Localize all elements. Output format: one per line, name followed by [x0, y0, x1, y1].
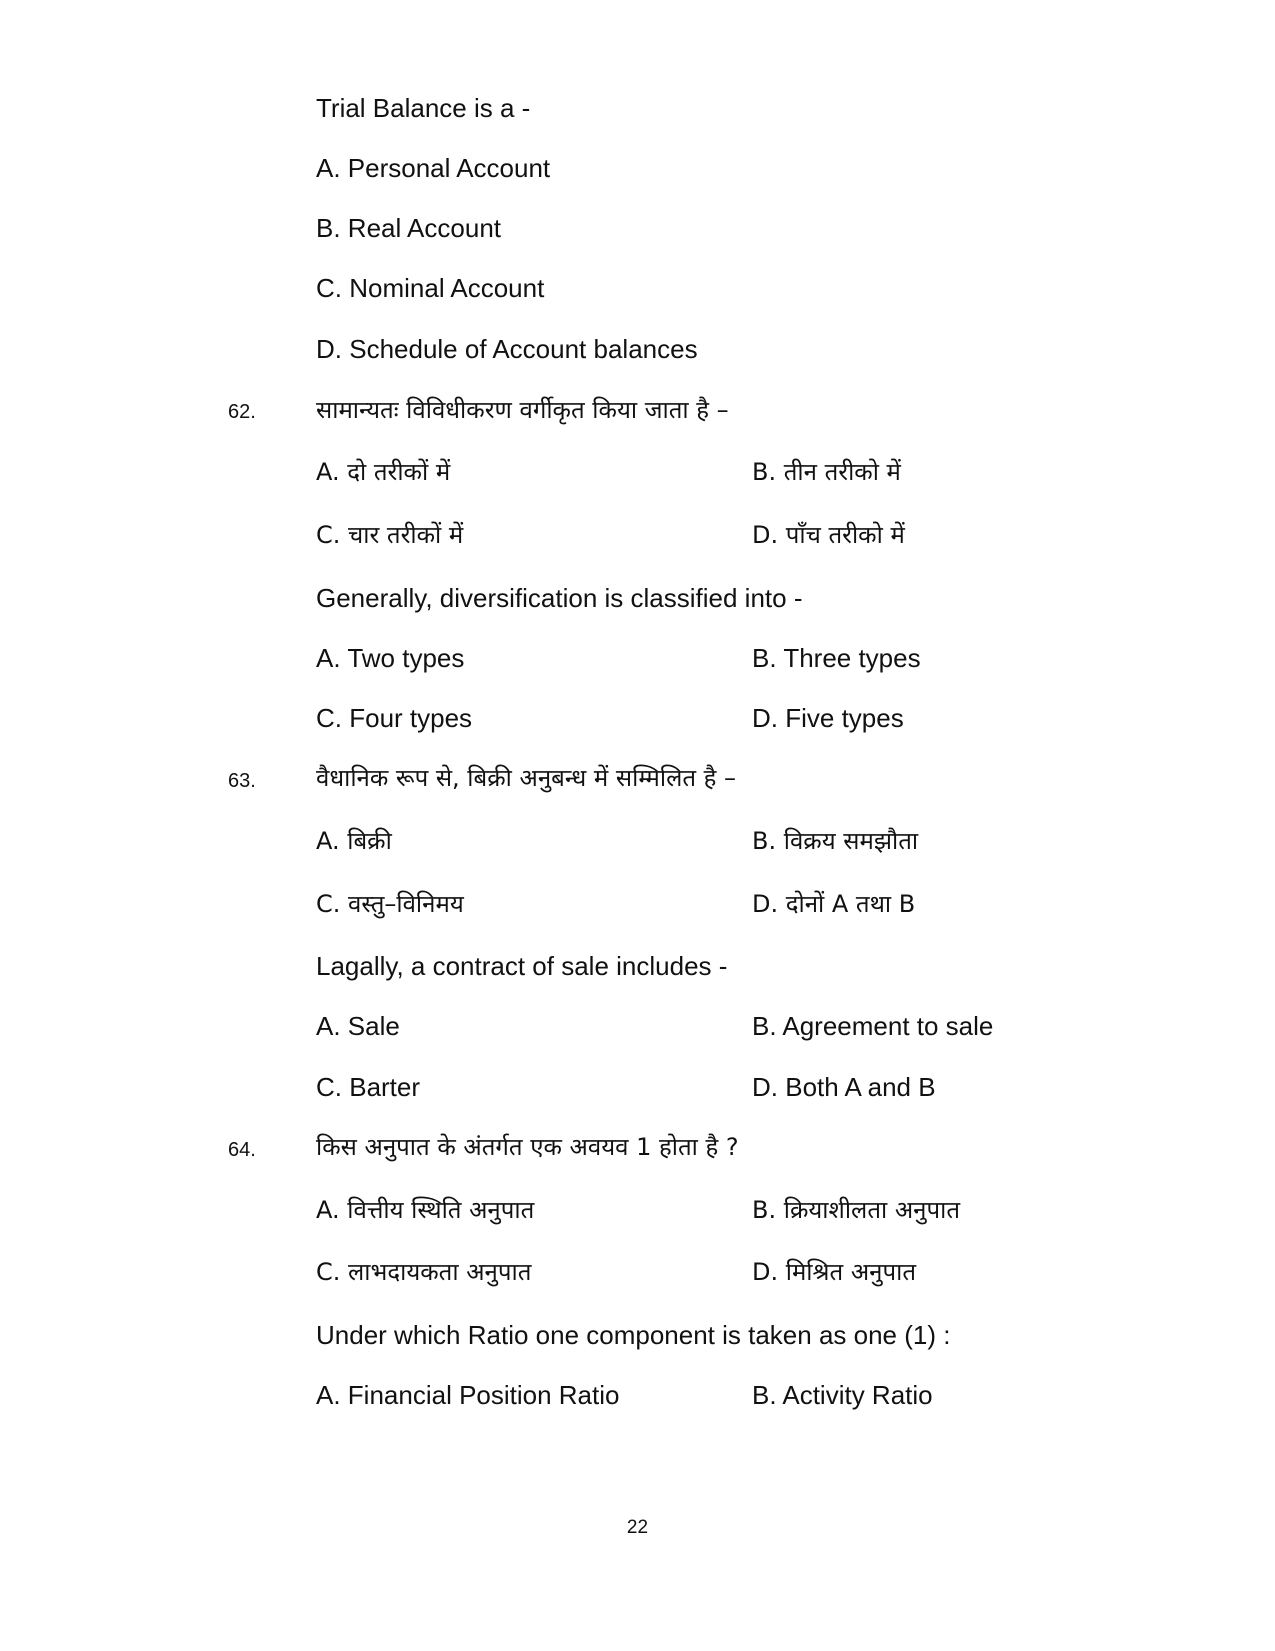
page-number: 22	[626, 1517, 649, 1538]
q64-option-a-en: A. Financial Position Ratio	[316, 1380, 620, 1410]
q62-number: 62.	[228, 401, 256, 423]
q61-option-d: D. Schedule of Account balances	[316, 334, 698, 364]
q63-option-d-hi: D. दोनों A तथा B	[752, 890, 916, 918]
q62-option-a-hi: A. दो तरीकों में	[316, 458, 451, 486]
q61-option-c: C. Nominal Account	[316, 273, 545, 303]
q63-option-a-en: A. Sale	[316, 1011, 400, 1041]
q62-option-b-en: B. Three types	[752, 643, 921, 673]
q63-option-d-en: D. Both A and B	[752, 1072, 936, 1102]
q64-option-b-hi: B. क्रियाशीलता अनुपात	[752, 1196, 961, 1224]
q64-option-b-en: B. Activity Ratio	[752, 1380, 933, 1410]
q63-option-a-hi: A. बिक्री	[316, 827, 392, 855]
q62-option-c-en: C. Four types	[316, 703, 473, 733]
q63-option-b-en: B. Agreement to sale	[752, 1011, 994, 1041]
q63-question-hi: वैधानिक रूप से, बिक्री अनुबन्ध में सम्मिलित है –	[316, 764, 737, 792]
q63-question-en: Lagally, a contract of sale includes -	[316, 951, 728, 981]
q62-option-d-hi: D. पाँच तरीको में	[752, 521, 905, 549]
q64-number: 64.	[228, 1139, 256, 1161]
q63-option-b-hi: B. विक्रय समझौता	[752, 827, 919, 855]
q61-option-a: A. Personal Account	[316, 153, 551, 183]
q62-option-a-en: A. Two types	[316, 643, 465, 673]
q64-question-hi: किस अनुपात के अंतर्गत एक अवयव 1 होता है ?	[316, 1133, 739, 1161]
q63-number: 63.	[228, 770, 256, 792]
q61-question-en: Trial Balance is a -	[316, 93, 531, 123]
q62-option-c-hi: C. चार तरीकों में	[316, 521, 464, 549]
q62-question-en: Generally, diversification is classified into -	[316, 583, 803, 613]
q63-option-c-en: C. Barter	[316, 1072, 421, 1102]
q62-option-b-hi: B. तीन तरीको में	[752, 458, 901, 486]
q63-option-c-hi: C. वस्तु–विनिमय	[316, 890, 464, 918]
q64-option-d-hi: D. मिश्रित अनुपात	[752, 1258, 917, 1286]
q64-option-a-hi: A. वित्तीय स्थिति अनुपात	[316, 1196, 535, 1224]
q62-question-hi: सामान्यतः विविधीकरण वर्गीकृत किया जाता है –	[316, 396, 729, 424]
q62-option-d-en: D. Five types	[752, 703, 904, 733]
q64-question-en: Under which Ratio one component is taken as one (1) :	[316, 1320, 951, 1350]
q61-option-b: B. Real Account	[316, 213, 501, 243]
q64-option-c-hi: C. लाभदायकता अनुपात	[316, 1258, 532, 1286]
